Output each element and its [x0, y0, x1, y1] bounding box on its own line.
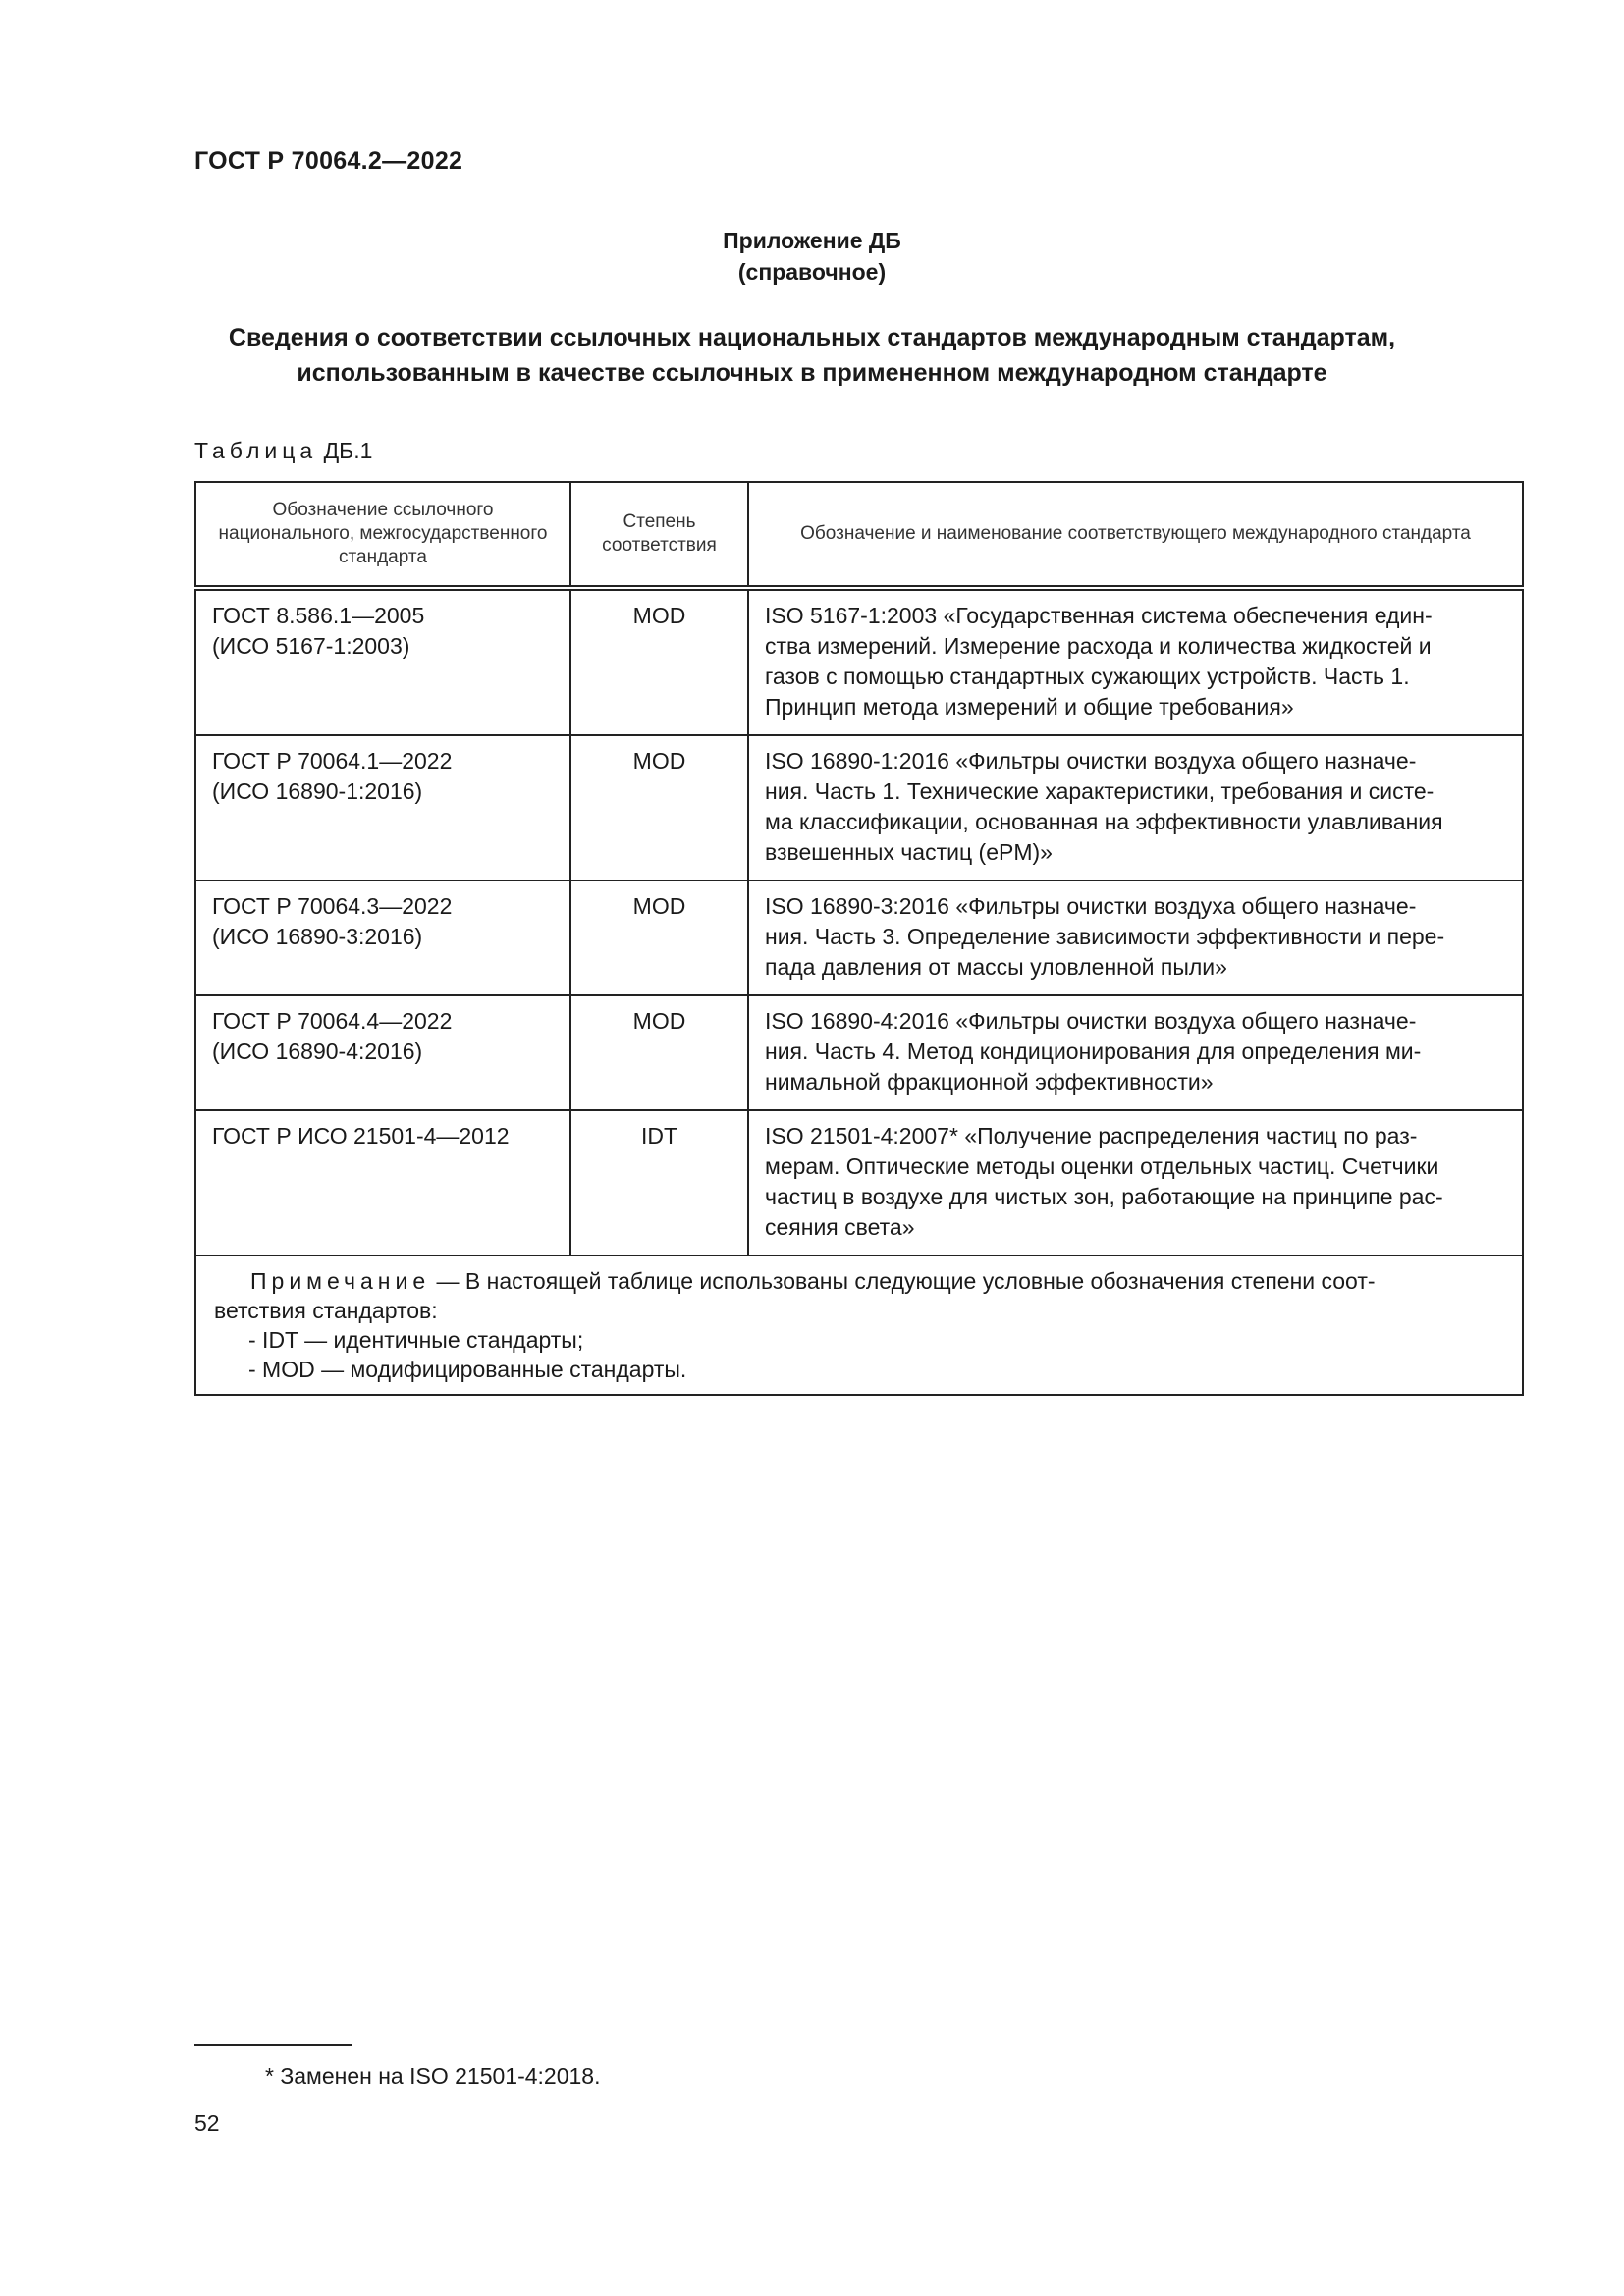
note-item-mod: - MOD — модифицированные стандарты.	[248, 1357, 687, 1382]
note-first-line	[250, 1266, 1506, 1296]
degree-cell: MOD	[570, 995, 748, 1110]
description-line: ния. Часть 3. Определение зависимости эффективности и пере-	[765, 924, 1445, 949]
designation-line: (ИСО 5167-1:2003)	[212, 633, 410, 659]
national-standard-cell	[195, 881, 570, 995]
designation-line: ГОСТ Р 70064.3—2022	[212, 893, 453, 919]
table-row	[195, 588, 1523, 735]
table-caption	[194, 438, 372, 464]
table-note	[195, 1255, 1523, 1395]
table-row	[195, 995, 1523, 1110]
description-line: ISO 16890-4:2016 «Фильтры очистки воздуха общего назначе-	[765, 1008, 1417, 1034]
note-lead: Примечание	[250, 1268, 431, 1294]
description-line: ISO 21501-4:2007* «Получение распределения частиц по раз-	[765, 1123, 1418, 1148]
designation-line: ГОСТ 8.586.1—2005	[212, 603, 425, 628]
document-code: ГОСТ Р 70064.2—2022	[194, 147, 463, 175]
section-title	[147, 320, 1477, 391]
national-standard-cell	[195, 735, 570, 881]
table-row	[195, 881, 1523, 995]
table-caption-number: ДБ.1	[323, 438, 373, 463]
national-standard-cell	[195, 995, 570, 1110]
designation-line: ГОСТ Р ИСО 21501-4—2012	[212, 1123, 510, 1148]
header-national-standard: Обозначение ссылочного национального, межгосударственного стандарта	[195, 482, 570, 588]
table-caption-prefix: Таблица	[194, 438, 318, 463]
description-line: ма классификации, основанная на эффективности улавливания	[765, 809, 1443, 834]
header-international-standard: Обозначение и наименование соответствующего международного стандарта	[748, 482, 1523, 588]
degree-cell: MOD	[570, 588, 748, 735]
description-line: пада давления от массы уловленной пыли»	[765, 954, 1227, 980]
designation-line: ГОСТ Р 70064.1—2022	[212, 748, 453, 774]
international-standard-cell	[748, 995, 1523, 1110]
table-note-row	[195, 1255, 1523, 1395]
description-line: ISO 5167-1:2003 «Государственная система обеспечения един-	[765, 603, 1433, 628]
footnote: * Заменен на ISO 21501-4:2018.	[265, 2063, 601, 2089]
international-standard-cell	[748, 1110, 1523, 1255]
description-line: сеяния света»	[765, 1214, 915, 1240]
degree-cell: MOD	[570, 735, 748, 881]
description-line: газов с помощью стандартных сужающих устройств. Часть 1.	[765, 664, 1410, 689]
description-line: нимальной фракционной эффективности»	[765, 1069, 1214, 1095]
international-standard-cell	[748, 735, 1523, 881]
degree-cell: IDT	[570, 1110, 748, 1255]
page-number: 52	[194, 2110, 220, 2136]
table-header-row	[195, 482, 1523, 588]
description-line: частиц в воздухе для чистых зон, работающие на принципе рас-	[765, 1184, 1443, 1209]
description-line: Принцип метода измерений и общие требования»	[765, 694, 1294, 720]
table-row	[195, 1110, 1523, 1255]
note-text: — В настоящей таблице использованы следующие условные обозначения степени соот-	[430, 1268, 1376, 1294]
designation-line: (ИСО 16890-4:2016)	[212, 1039, 423, 1064]
national-standard-cell	[195, 1110, 570, 1255]
appendix-title: Приложение ДБ	[723, 228, 901, 253]
description-line: ства измерений. Измерение расхода и количества жидкостей и	[765, 633, 1432, 659]
note-item-idt: - IDT — идентичные стандарты;	[248, 1327, 584, 1353]
note-continuation: ветствия стандартов:	[214, 1298, 438, 1323]
designation-line: (ИСО 16890-3:2016)	[212, 924, 423, 949]
national-standard-cell	[195, 588, 570, 735]
description-line: ния. Часть 1. Технические характеристики, требования и систе-	[765, 778, 1435, 804]
degree-cell: MOD	[570, 881, 748, 995]
description-line: взвешенных частиц (ePM)»	[765, 839, 1053, 865]
section-title-line: использованным в качестве ссылочных в примененном международном стандарте	[297, 359, 1327, 387]
table-row	[195, 735, 1523, 881]
designation-line: (ИСО 16890-1:2016)	[212, 778, 423, 804]
section-title-line: Сведения о соответствии ссылочных национальных стандартов международным стандартам,	[228, 324, 1396, 351]
description-line: ISO 16890-3:2016 «Фильтры очистки воздуха общего назначе-	[765, 893, 1417, 919]
footnote-divider	[194, 2044, 352, 2046]
designation-line: ГОСТ Р 70064.4—2022	[212, 1008, 453, 1034]
description-line: ISO 16890-1:2016 «Фильтры очистки воздуха общего назначе-	[765, 748, 1417, 774]
header-degree: Степень соответствия	[570, 482, 748, 588]
standards-table	[194, 481, 1524, 1396]
international-standard-cell	[748, 588, 1523, 735]
description-line: мерам. Оптические методы оценки отдельных частиц. Счетчики	[765, 1153, 1439, 1179]
appendix-type: (справочное)	[737, 259, 887, 285]
international-standard-cell	[748, 881, 1523, 995]
description-line: ния. Часть 4. Метод кондиционирования для определения ми-	[765, 1039, 1422, 1064]
